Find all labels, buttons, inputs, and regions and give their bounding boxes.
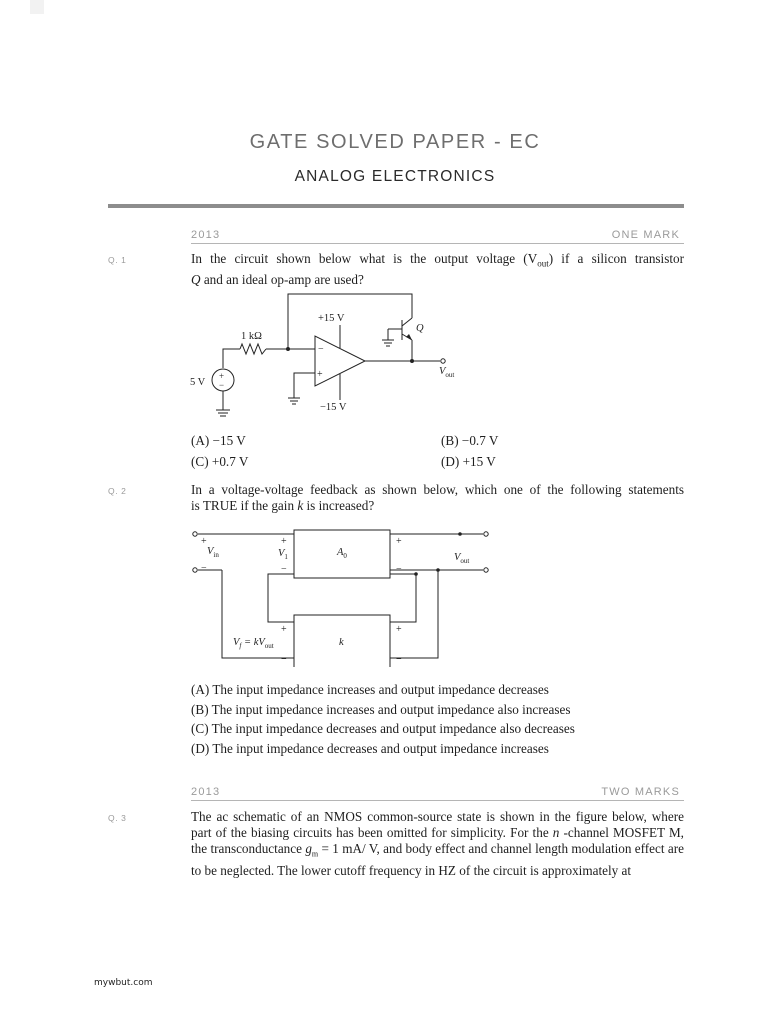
question-text: The ac schematic of an NMOS common-source state is shown in the figure below, where part of the biasing circuits has been omitted for simplicity. For the n -channel MOSFET M, the transconductance $g_m = 1$ mA/ V, and body effect and channel length modulation effect are to be neglected. The lower cutoff frequency in HZ of the circuit is approximately at xyxy=(191,809,684,878)
vf-label: $V_f = kV_{out}$ xyxy=(233,637,274,650)
section-year: 2013 xyxy=(191,229,221,241)
vin-label: $V_{in}$ xyxy=(207,546,219,559)
vin-minus-sign: − xyxy=(201,563,207,574)
option-d[interactable]: (D) +15 V xyxy=(441,454,496,469)
source-label: 5 V xyxy=(190,377,206,388)
a0-out-plus-sign: + xyxy=(396,536,402,547)
question-number: Q. 2 xyxy=(108,486,127,496)
vout-label: $V_{out}$ xyxy=(439,366,455,379)
v1-minus-sign: − xyxy=(281,564,287,575)
k-in-plus-sign: + xyxy=(281,624,287,635)
opamp-circuit-diagram xyxy=(190,290,470,425)
header-rule xyxy=(108,204,684,208)
option-a[interactable]: (A) −15 V xyxy=(191,433,246,448)
question-text: In the circuit shown below what is the output voltage $(V_{out})$ if a silicon transistor Q and an ideal op-amp are used? xyxy=(191,251,684,287)
source-plus-sign: + xyxy=(219,371,225,381)
option-b[interactable]: (B) The input impedance increases and output impedance also increases xyxy=(191,702,571,717)
supply-positive-label: +15 V xyxy=(318,313,345,324)
section-rule xyxy=(191,800,684,801)
vout-label: $V_{out}$ xyxy=(454,552,470,565)
a0-label: $A_0$ xyxy=(337,547,347,560)
section-rule xyxy=(191,243,684,244)
question-text: In a voltage-voltage feedback as shown below, which one of the following statements is TRUE if the gain k is increased? xyxy=(191,482,684,513)
section-year: 2013 xyxy=(191,786,221,798)
k-in-minus-sign: − xyxy=(281,654,287,665)
a0-out-minus-sign: − xyxy=(396,564,402,575)
transistor-label: Q xyxy=(416,323,424,334)
vin-plus-sign: + xyxy=(201,536,207,547)
corner-mark xyxy=(30,0,44,14)
resistor-label: 1 kΩ xyxy=(241,331,262,342)
k-block-label: k xyxy=(339,637,344,648)
option-c[interactable]: (C) The input impedance decreases and output impedance also decreases xyxy=(191,721,575,736)
option-b[interactable]: (B) −0.7 V xyxy=(441,433,499,448)
question-number: Q. 1 xyxy=(108,255,127,265)
source-minus-sign: − xyxy=(219,380,225,390)
opamp-inverting-sign: − xyxy=(318,344,324,355)
v1-plus-sign: + xyxy=(281,536,287,547)
opamp-noninverting-sign: + xyxy=(317,369,323,380)
option-c[interactable]: (C) +0.7 V xyxy=(191,454,249,469)
question-number: Q. 3 xyxy=(108,813,127,823)
option-d[interactable]: (D) The input impedance decreases and output impedance increases xyxy=(191,741,549,756)
paper-subtitle: ANALOG ELECTRONICS xyxy=(294,168,496,185)
v1-label: $V_1$ xyxy=(278,548,288,561)
section-marks: ONE MARK xyxy=(611,229,680,241)
supply-negative-label: −15 V xyxy=(320,402,347,413)
k-out-plus-sign: + xyxy=(396,624,402,635)
paper-title: GATE SOLVED PAPER - EC xyxy=(249,131,541,153)
footer-site[interactable]: mywbut.com xyxy=(94,978,153,988)
k-out-minus-sign: − xyxy=(396,654,402,665)
feedback-block-diagram xyxy=(185,522,490,667)
option-a[interactable]: (A) The input impedance increases and output impedance decreases xyxy=(191,682,549,697)
section-marks: TWO MARKS xyxy=(601,786,680,798)
